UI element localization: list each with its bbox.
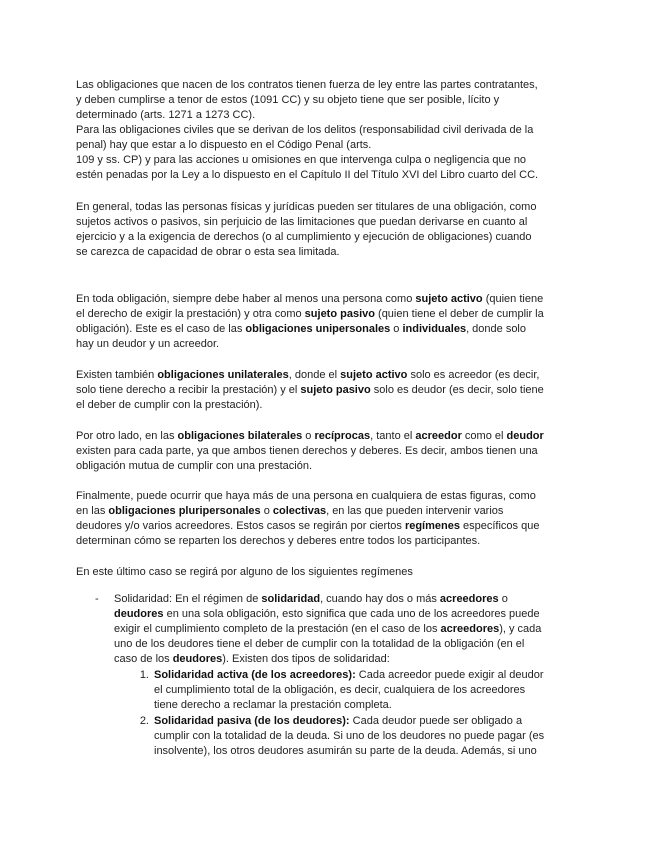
paragraph-unilateral: [76, 368, 588, 413]
list-item-solidaridad: [114, 592, 576, 667]
text-line: Solidaridad: En el régimen de solidaridad, cuando hay dos o más acreedores o: [114, 593, 508, 605]
bold-term: acreedor: [415, 430, 462, 442]
list-item-solidaridad-pasiva: [154, 714, 578, 759]
bold-term: acreedores: [440, 623, 500, 635]
text-line: y deben cumplirse a tenor de estos (1091 CC) y su objeto tiene que ser posible, lícito y: [76, 94, 500, 106]
paragraph-bilateral: [76, 429, 588, 474]
paragraph-pluripersonal: [76, 489, 588, 549]
list-item-solidaridad-activa: [154, 668, 578, 713]
text-line: sujetos activos o pasivos, sin perjuicio de las limitaciones que puedan derivarse en cuanto al: [76, 216, 528, 228]
text-line: ejercicio y a la exigencia de derechos (o al cumplimiento y ejecución de obligaciones) cuando: [76, 231, 532, 243]
text-line: penal) hay que estar a lo dispuesto en el Código Penal (arts.: [76, 139, 372, 151]
text-line: se carezca de capacidad de obrar o esta sea limitada.: [76, 246, 340, 258]
bold-term: acreedores: [439, 593, 499, 605]
text-line: cumplir con la totalidad de la deuda. Si uno de los deudores no puede pagar (es: [154, 730, 545, 742]
bold-term: recíprocas: [314, 430, 371, 442]
paragraph-unipersonal: [76, 292, 588, 352]
text-line: 109 y ss. CP) y para las acciones u omisiones en que intervenga culpa o negligencia que no: [76, 154, 527, 166]
text-line: obligación). Este es el caso de las obligaciones unipersonales o individuales, donde solo: [76, 323, 526, 335]
bold-term: Solidaridad pasiva (de los deudores):: [154, 715, 350, 727]
paragraph-persons: [76, 200, 588, 260]
text-line: existen para cada parte, ya que ambos tienen derechos y deberes. Es decir, ambos tienen una: [76, 445, 538, 457]
bold-term: obligaciones unilaterales: [157, 369, 289, 381]
list-bullet: -: [95, 593, 99, 605]
text-line: Existen también obligaciones unilaterales, donde el sujeto activo solo es acreedor (es decir,: [76, 369, 540, 381]
text-line: deudores en una sola obligación, esto significa que cada uno de los acreedores puede: [114, 608, 540, 620]
bold-term: sujeto pasivo: [304, 308, 375, 320]
text-line: exigir el cumplimiento completo de la prestación (en el caso de los acreedores), y cada: [114, 623, 542, 635]
bold-term: obligaciones unipersonales: [245, 323, 391, 335]
bold-term: sujeto pasivo: [300, 384, 371, 396]
text-line: estén penadas por la Ley a lo dispuesto en el Capítulo II del Título XVI del Libro cuarto del CC.: [76, 169, 539, 181]
text-line: el cumplimiento total de la obligación, es decir, cualquiera de los acreedores: [154, 684, 526, 696]
text-line: tiene derecho a reclamar la prestación completa.: [154, 699, 392, 711]
text-line: el derecho de exigir la prestación) y otra como sujeto pasivo (quien tiene el deber de cumplir la: [76, 308, 544, 320]
text-line: Por otro lado, en las obligaciones bilaterales o recíprocas, tanto el acreedor como el deudor: [76, 430, 544, 442]
text-line: En este último caso se regirá por alguno de los siguientes regímenes: [76, 566, 413, 578]
bold-term: colectivas: [272, 505, 327, 517]
text-line: determinado (arts. 1271 a 1273 CC).: [76, 109, 256, 121]
paragraph-contracts: [76, 78, 588, 183]
text-line: caso de los deudores). Existen dos tipos de solidaridad:: [114, 653, 390, 665]
bold-term: deudor: [506, 430, 544, 442]
text-line: Para las obligaciones civiles que se derivan de los delitos (responsabilidad civil derivada de la: [76, 124, 534, 136]
paragraph-regimes-intro: [76, 565, 588, 580]
bold-term: solidaridad: [261, 593, 321, 605]
bold-term: sujeto activo: [415, 293, 483, 305]
text-line: el deber de cumplir con la prestación).: [76, 399, 263, 411]
text-line: en las obligaciones pluripersonales o colectivas, en las que pueden intervenir varios: [76, 505, 504, 517]
text-line: solo tiene derecho a recibir la prestación) y el sujeto pasivo solo es deudor (es decir, solo tiene: [76, 384, 544, 396]
text-line: determinan cómo se reparten los derechos y deberes entre todos los participantes.: [76, 535, 481, 547]
text-line: deudores y/o varios acreedores. Estos casos se regirán por ciertos regímenes específicos que: [76, 520, 540, 532]
text-line: Finalmente, puede ocurrir que haya más de una persona en cualquiera de estas figuras, como: [76, 490, 536, 502]
bold-term: obligaciones pluripersonales: [108, 505, 261, 517]
bold-term: deudores: [114, 608, 164, 620]
text-line: obligación mutua de cumplir con una prestación.: [76, 460, 313, 472]
bold-term: deudores: [172, 653, 223, 665]
text-line: Las obligaciones que nacen de los contratos tienen fuerza de ley entre las partes contratantes,: [76, 79, 538, 91]
list-number: 1.: [139, 669, 149, 681]
text-line: Solidaridad activa (de los acreedores): Cada acreedor puede exigir al deudor: [154, 669, 544, 681]
bold-term: Solidaridad activa (de los acreedores):: [154, 669, 356, 681]
list-number: 2.: [139, 715, 149, 727]
text-line: Solidaridad pasiva (de los deudores): Cada deudor puede ser obligado a: [154, 715, 523, 727]
bold-term: sujeto activo: [340, 369, 408, 381]
bold-term: obligaciones bilaterales: [177, 430, 303, 442]
bold-term: regímenes: [404, 520, 460, 532]
text-line: En toda obligación, siempre debe haber al menos una persona como sujeto activo (quien tiene: [76, 293, 544, 305]
text-line: uno de los deudores tiene el deber de cumplir con la totalidad de la obligación (en el: [114, 638, 525, 650]
text-line: hay un deudor y un acreedor.: [76, 338, 220, 350]
text-line: insolvente), los otros deudores asumirán su parte de la deuda. Además, si uno: [154, 745, 537, 757]
bold-term: individuales: [402, 323, 467, 335]
text-line: En general, todas las personas físicas y jurídicas pueden ser titulares de una obligación, como: [76, 201, 537, 213]
